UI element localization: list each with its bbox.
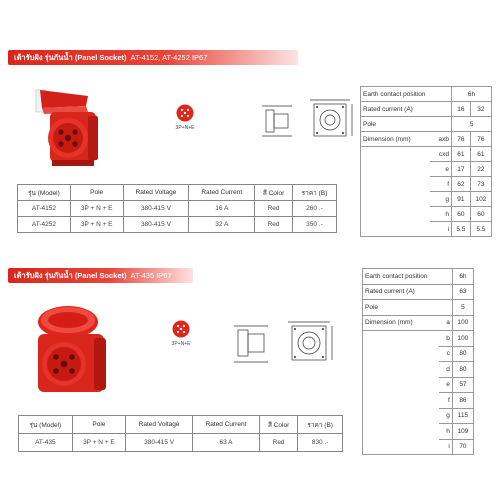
spec-pole-label: Pole	[363, 300, 453, 316]
spec-earth-label: Earth contact position	[361, 87, 452, 102]
dim-value: 60	[452, 207, 471, 222]
spec-blank	[363, 439, 440, 455]
dim-letter: c	[440, 346, 453, 362]
col-model: รุ่น (Model)	[19, 416, 73, 434]
dim-letter: cxd	[431, 147, 452, 162]
spec-blank	[363, 331, 440, 347]
section2-title: เต้ารับฝัง รุ่นกันน้ำ (Panel Socket)	[14, 270, 127, 280]
spec-dim-row	[363, 439, 474, 455]
cell-color: Red	[255, 201, 293, 217]
spec-current-label: Rated current (A)	[363, 284, 453, 300]
dim-value: 61	[452, 147, 471, 162]
spec-dimension-label: Dimension (mm)	[361, 132, 431, 147]
dim-value: 73	[470, 177, 491, 192]
spec-dim-row	[363, 424, 474, 440]
cell-current: 32 A	[189, 217, 255, 233]
spec-row-current	[363, 284, 474, 300]
spec-row-earth	[363, 269, 474, 285]
spec-current-16: 16	[452, 102, 471, 117]
dim-letter: f	[440, 393, 453, 409]
dim-value: 17	[452, 162, 471, 177]
col-color: สี Color	[259, 416, 297, 434]
spec-earth-value: 6h	[452, 269, 473, 285]
spec-dim-row	[361, 177, 492, 192]
section1-title: เต้ารับฝัง รุ่นกันน้ำ (Panel Socket)	[14, 52, 127, 62]
dim-value: 80	[452, 362, 473, 378]
spec-dim-row	[363, 346, 474, 362]
spec-row-earth	[361, 87, 492, 102]
dim-value: 86	[452, 393, 473, 409]
cell-current: 16 A	[189, 201, 255, 217]
spec-dim-row	[363, 393, 474, 409]
spec-blank	[363, 362, 440, 378]
section2-banner	[8, 268, 193, 283]
cell-voltage: 380-415 V	[123, 201, 189, 217]
table-row	[18, 201, 337, 217]
dim-letter: b	[440, 331, 453, 347]
spec-pole-value: 5	[452, 117, 492, 132]
section1-banner	[8, 50, 298, 65]
col-voltage: Rated Voltage	[123, 185, 189, 201]
pin-layout-diagram-1	[170, 104, 200, 131]
dim-value: 61	[470, 147, 491, 162]
spec-dim-row	[363, 377, 474, 393]
dim-letter: d	[440, 362, 453, 378]
model-table-2	[18, 415, 343, 452]
cell-pole: 3P + N + E	[70, 217, 123, 233]
table-row	[18, 217, 337, 233]
spec-pole-value: 5	[452, 300, 473, 316]
dim-value: 5.5	[470, 222, 491, 237]
cell-pole: 3P + N + E	[70, 201, 123, 217]
spec-dim-row	[361, 192, 492, 207]
dim-letter: e	[431, 162, 452, 177]
spec-dim-row	[361, 222, 492, 237]
spec-blank	[363, 377, 440, 393]
dim-value: 100	[452, 331, 473, 347]
pin-layout-diagram-2	[166, 320, 196, 347]
table-header-row	[19, 416, 343, 434]
dim-letter: g	[431, 192, 452, 207]
spec-dim-row	[361, 207, 492, 222]
dim-value: 91	[452, 192, 471, 207]
spec-table-2	[362, 268, 474, 455]
spec-blank	[363, 346, 440, 362]
cell-model: AT-4252	[18, 217, 71, 233]
dim-value: 76	[452, 132, 471, 147]
dim-letter: h	[431, 207, 452, 222]
spec-dim-row	[363, 315, 474, 331]
section2-models: AT-435 IP67	[130, 271, 172, 280]
col-price: ราคา (B)	[298, 416, 343, 434]
spec-dim-row	[361, 162, 492, 177]
panel-socket-photo-2	[18, 300, 118, 400]
dim-letter: f	[431, 177, 452, 192]
dim-letter: i	[440, 439, 453, 455]
col-current: Rated Current	[189, 185, 255, 201]
spec-dim-row	[361, 132, 492, 147]
col-voltage: Rated Voltage	[126, 416, 193, 434]
dim-value: 5.5	[452, 222, 471, 237]
dim-value: 100	[452, 315, 473, 331]
spec-table-1	[360, 86, 492, 237]
pin-layout-label: 3P+N+E	[175, 125, 195, 131]
spec-earth-label: Earth contact position	[363, 269, 453, 285]
cell-model: AT-435	[19, 434, 73, 452]
table-header-row	[18, 185, 337, 201]
panel-socket-photo-1	[28, 86, 108, 178]
col-color: สี Color	[255, 185, 293, 201]
spec-row-current	[361, 102, 492, 117]
spec-blank	[361, 222, 431, 237]
dim-letter: h	[440, 424, 453, 440]
cell-voltage: 380-415 V	[123, 217, 189, 233]
dim-value: 62	[452, 177, 471, 192]
cell-model: AT-4152	[18, 201, 71, 217]
spec-pole-label: Pole	[361, 117, 452, 132]
spec-blank	[361, 177, 431, 192]
spec-current-value: 63	[452, 284, 473, 300]
dim-value: 57	[452, 377, 473, 393]
dim-value: 80	[452, 346, 473, 362]
dim-letter: e	[440, 377, 453, 393]
spec-row-pole	[363, 300, 474, 316]
dim-value: 60	[470, 207, 491, 222]
spec-blank	[363, 424, 440, 440]
spec-dim-row	[363, 331, 474, 347]
col-model: รุ่น (Model)	[18, 185, 71, 201]
cell-price: 830 .-	[298, 434, 343, 452]
cell-color: Red	[259, 434, 297, 452]
dim-value: 76	[470, 132, 491, 147]
dim-letter: axb	[431, 132, 452, 147]
col-price: ราคา (B)	[292, 185, 336, 201]
spec-dim-row	[363, 408, 474, 424]
cell-color: Red	[255, 217, 293, 233]
cell-voltage: 380-415 V	[126, 434, 193, 452]
col-pole: Pole	[70, 185, 123, 201]
section1-models: AT-4152, AT-4252 IP67	[130, 53, 208, 62]
dim-value: 70	[452, 439, 473, 455]
spec-earth-value: 6h	[452, 87, 492, 102]
dimension-drawing-1	[258, 96, 358, 144]
spec-row-pole	[361, 117, 492, 132]
col-pole: Pole	[72, 416, 126, 434]
spec-dim-row	[363, 362, 474, 378]
pin-layout-icon	[172, 320, 190, 338]
spec-blank	[361, 162, 431, 177]
dim-value: 102	[470, 192, 491, 207]
dimension-drawing-2	[230, 318, 340, 368]
cell-price: 260 .-	[292, 201, 336, 217]
dim-value: 109	[452, 424, 473, 440]
cell-pole: 3P + N + E	[72, 434, 126, 452]
dim-letter: a	[440, 315, 453, 331]
dim-value: 22	[470, 162, 491, 177]
spec-dim-row	[361, 147, 492, 162]
pin-layout-label: 3P+N+E	[171, 341, 191, 347]
model-table-1	[17, 184, 337, 233]
dim-letter: i	[431, 222, 452, 237]
spec-dimension-label: Dimension (mm)	[363, 315, 440, 331]
dim-value: 115	[452, 408, 473, 424]
col-current: Rated Current	[193, 416, 260, 434]
spec-blank	[361, 147, 431, 162]
spec-blank	[363, 408, 440, 424]
spec-current-label: Rated current (A)	[361, 102, 452, 117]
pin-layout-icon	[176, 104, 194, 122]
spec-blank	[363, 393, 440, 409]
cell-current: 63 A	[193, 434, 260, 452]
spec-current-32: 32	[470, 102, 491, 117]
spec-blank	[361, 192, 431, 207]
table-row	[19, 434, 343, 452]
cell-price: 350 .-	[292, 217, 336, 233]
spec-blank	[361, 207, 431, 222]
dim-letter: g	[440, 408, 453, 424]
